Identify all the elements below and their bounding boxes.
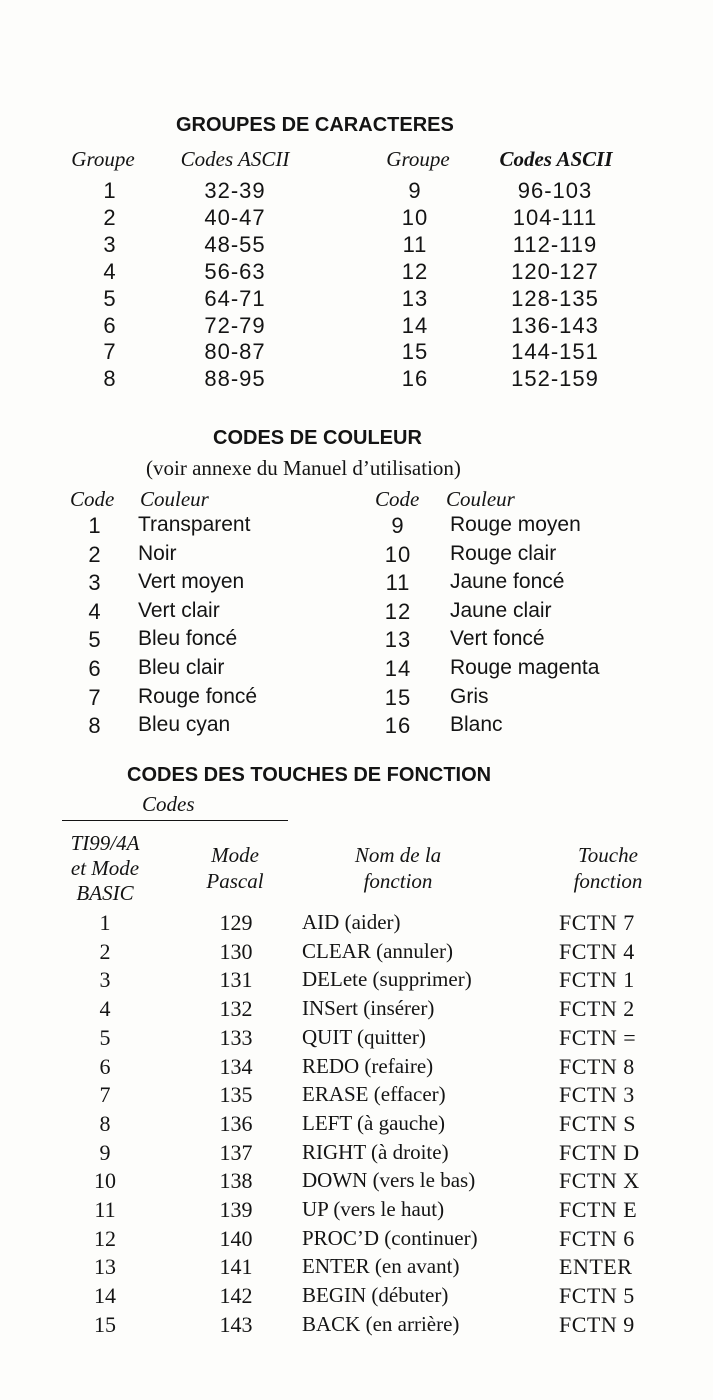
fkeys-row-ti: 5 [99,1025,111,1050]
colors-row-left-code: 8 [88,713,102,738]
colors-row-left-name: Rouge foncé [138,685,258,708]
groups-header-codes-right: Codes ASCII [499,147,613,171]
groups-row-left-group: 5 [103,286,117,311]
fkeys-row-key: FCTN E [559,1197,638,1222]
colors-row-left-name: Bleu cyan [138,713,231,736]
groups-header-codes-left: Codes ASCII [180,147,290,171]
fkeys-row-ti: 15 [94,1312,116,1337]
groups-row-left-group: 4 [103,259,117,284]
groups-row-right-codes: 104-111 [512,205,598,230]
fkeys-row-pascal: 138 [219,1168,253,1193]
fkeys-row-key: FCTN 9 [559,1312,635,1337]
groups-header-group-left: Groupe [71,147,135,171]
groups-row-left-group: 8 [103,366,117,391]
groups-title: GROUPES DE CARACTERES [176,114,454,136]
fkeys-row-ti: 14 [94,1283,116,1308]
colors-row-right-name: Rouge moyen [450,513,581,536]
fkeys-row-name: UP (vers le haut) [302,1197,445,1221]
fkeys-row-key: FCTN 3 [559,1082,635,1107]
header-name-line2: fonction [363,869,433,893]
fkeys-row-key: FCTN 2 [559,996,635,1021]
fkeys-header-pascal [180,842,290,894]
fkeys-row-name: AID (aider) [302,910,401,934]
fkeys-row-name: ENTER (en avant) [302,1254,460,1278]
fkeys-row-name: QUIT (quitter) [302,1025,426,1049]
colors-row-right-code: 13 [384,627,412,652]
fkeys-row-name: DOWN (vers le bas) [302,1168,476,1192]
colors-header-couleur-right: Couleur [446,487,515,511]
fkeys-row-name: ERASE (effacer) [302,1082,446,1106]
groups-row-left-codes: 48-55 [204,232,266,257]
groups-row-left-codes: 72-79 [204,313,266,338]
fkeys-row-name: DELete (supprimer) [302,967,472,991]
colors-row-left-code: 2 [88,542,102,567]
fkeys-row-name: LEFT (à gauche) [302,1111,446,1135]
fkeys-row-name: PROC’D (continuer) [302,1226,478,1250]
colors-row-right-name: Rouge magenta [450,656,600,679]
fkeys-row-ti: 4 [99,996,111,1021]
colors-row-right-code: 9 [391,513,405,538]
fkeys-row-ti: 3 [99,967,111,992]
groups-row-left-group: 6 [103,313,117,338]
groups-row-right-group: 16 [401,366,429,391]
groups-row-right-group: 11 [402,232,428,257]
fkeys-row-key: FCTN = [559,1025,637,1050]
colors-row-left-name: Transparent [138,513,251,536]
colors-title: CODES DE COULEUR [213,427,422,449]
header-pascal-line1: Mode [211,843,259,867]
fkeys-row-pascal: 139 [219,1197,253,1222]
groups-row-right-group: 13 [401,286,429,311]
codes-underline [62,820,288,821]
fkeys-row-ti: 13 [94,1254,116,1279]
header-ti-line2: et Mode [70,856,140,880]
fkeys-row-ti: 8 [99,1111,111,1136]
colors-row-left-name: Bleu foncé [138,627,238,650]
fkeys-row-pascal: 143 [219,1312,253,1337]
fkeys-row-name: BEGIN (débuter) [302,1283,449,1307]
colors-row-right-code: 14 [384,656,412,681]
fkeys-row-pascal: 132 [219,996,253,1021]
fkeys-row-key: ENTER [559,1254,633,1279]
fkeys-row-name: REDO (refaire) [302,1054,434,1078]
fkeys-row-ti: 10 [94,1168,116,1193]
groups-row-left-group: 2 [103,205,117,230]
colors-row-right-name: Rouge clair [450,542,557,565]
fkeys-header-key [548,842,668,894]
fkeys-row-name: INSert (insérer) [302,996,435,1020]
fkeys-row-key: FCTN 7 [559,910,635,935]
fkeys-row-pascal: 141 [219,1254,253,1279]
groups-row-right-codes: 96-103 [517,178,593,203]
fkeys-row-ti: 7 [99,1082,111,1107]
fkeys-row-key: FCTN S [559,1111,636,1136]
header-ti-line3: BASIC [76,881,134,905]
fkeys-row-key: FCTN 5 [559,1283,635,1308]
colors-subtitle: (voir annexe du Manuel d’utilisation) [146,456,461,480]
colors-row-left-code: 6 [88,656,102,681]
header-pascal-line2: Pascal [206,869,264,893]
colors-header-code-left: Code [70,487,115,511]
fkeys-row-pascal: 129 [219,910,253,935]
groups-row-left-codes: 40-47 [204,205,266,230]
fkeys-row-key: FCTN 4 [559,939,635,964]
fkeys-title: CODES DES TOUCHES DE FONCTION [127,764,492,786]
groups-row-right-codes: 120-127 [511,259,599,284]
fkeys-row-name: CLEAR (annuler) [302,939,454,963]
colors-row-left-name: Bleu clair [138,656,225,679]
colors-row-right-code: 11 [385,570,411,595]
fkeys-row-pascal: 134 [219,1054,253,1079]
header-key-line2: fonction [573,869,643,893]
colors-row-right-name: Vert foncé [450,627,545,650]
colors-row-right-name: Jaune clair [450,599,552,622]
fkeys-row-pascal: 137 [219,1140,253,1165]
colors-row-left-name: Vert clair [138,599,220,622]
fkeys-row-name: RIGHT (à droite) [302,1140,449,1164]
colors-row-left-code: 1 [88,513,102,538]
fkeys-row-name: BACK (en arrière) [302,1312,460,1336]
fkeys-row-key: FCTN D [559,1140,640,1165]
colors-header-couleur-left: Couleur [140,487,209,511]
groups-row-right-group: 14 [401,313,429,338]
groups-row-right-codes: 112-119 [512,232,598,257]
groups-row-right-group: 12 [401,259,429,284]
header-ti-line1: TI99/4A [70,831,140,855]
colors-row-left-code: 5 [88,627,102,652]
fkeys-header-name [318,842,478,894]
fkeys-row-ti: 6 [99,1054,111,1079]
fkeys-row-ti: 9 [99,1140,111,1165]
colors-row-right-code: 16 [384,713,412,738]
groups-row-left-group: 1 [103,178,117,203]
colors-row-right-code: 10 [384,542,412,567]
colors-row-left-code: 3 [88,570,102,595]
fkeys-row-pascal: 130 [219,939,253,964]
groups-row-right-codes: 152-159 [511,366,599,391]
fkeys-row-key: FCTN X [559,1168,640,1193]
groups-row-left-group: 3 [103,232,117,257]
groups-header-group-right: Groupe [386,147,450,171]
colors-row-left-name: Vert moyen [138,570,245,593]
colors-row-right-code: 12 [384,599,412,624]
colors-row-right-name: Gris [450,685,489,708]
fkeys-row-pascal: 140 [219,1226,253,1251]
fkeys-row-key: FCTN 1 [559,967,635,992]
fkeys-row-pascal: 142 [219,1283,253,1308]
groups-row-right-codes: 136-143 [511,313,599,338]
header-name-line1: Nom de la [354,843,442,867]
groups-row-right-group: 15 [401,339,429,364]
colors-row-left-code: 4 [88,599,102,624]
fkeys-row-pascal: 133 [219,1025,253,1050]
fkeys-row-key: FCTN 6 [559,1226,635,1251]
groups-row-left-codes: 80-87 [204,339,266,364]
groups-row-right-group: 9 [408,178,422,203]
colors-row-right-code: 15 [384,685,412,710]
colors-header-code-right: Code [375,487,420,511]
fkeys-row-pascal: 136 [219,1111,253,1136]
fkeys-codes-label: Codes [142,792,195,816]
fkeys-row-ti: 2 [99,939,111,964]
fkeys-row-ti: 12 [94,1226,116,1251]
fkeys-row-pascal: 135 [219,1082,253,1107]
groups-row-left-codes: 88-95 [204,366,266,391]
colors-row-right-name: Blanc [450,713,503,736]
fkeys-row-ti: 1 [99,910,111,935]
groups-row-left-codes: 56-63 [204,259,266,284]
fkeys-header-ti [55,831,155,906]
colors-row-left-name: Noir [138,542,177,565]
groups-row-right-group: 10 [401,205,429,230]
header-key-line1: Touche [578,843,638,867]
fkeys-row-pascal: 131 [219,967,253,992]
groups-row-left-codes: 32-39 [204,178,266,203]
groups-row-left-group: 7 [103,339,117,364]
colors-row-right-name: Jaune foncé [450,570,565,593]
fkeys-row-key: FCTN 8 [559,1054,635,1079]
fkeys-row-ti: 11 [94,1197,116,1222]
groups-row-right-codes: 144-151 [511,339,599,364]
groups-row-right-codes: 128-135 [511,286,599,311]
colors-row-left-code: 7 [88,685,102,710]
groups-row-left-codes: 64-71 [204,286,266,311]
